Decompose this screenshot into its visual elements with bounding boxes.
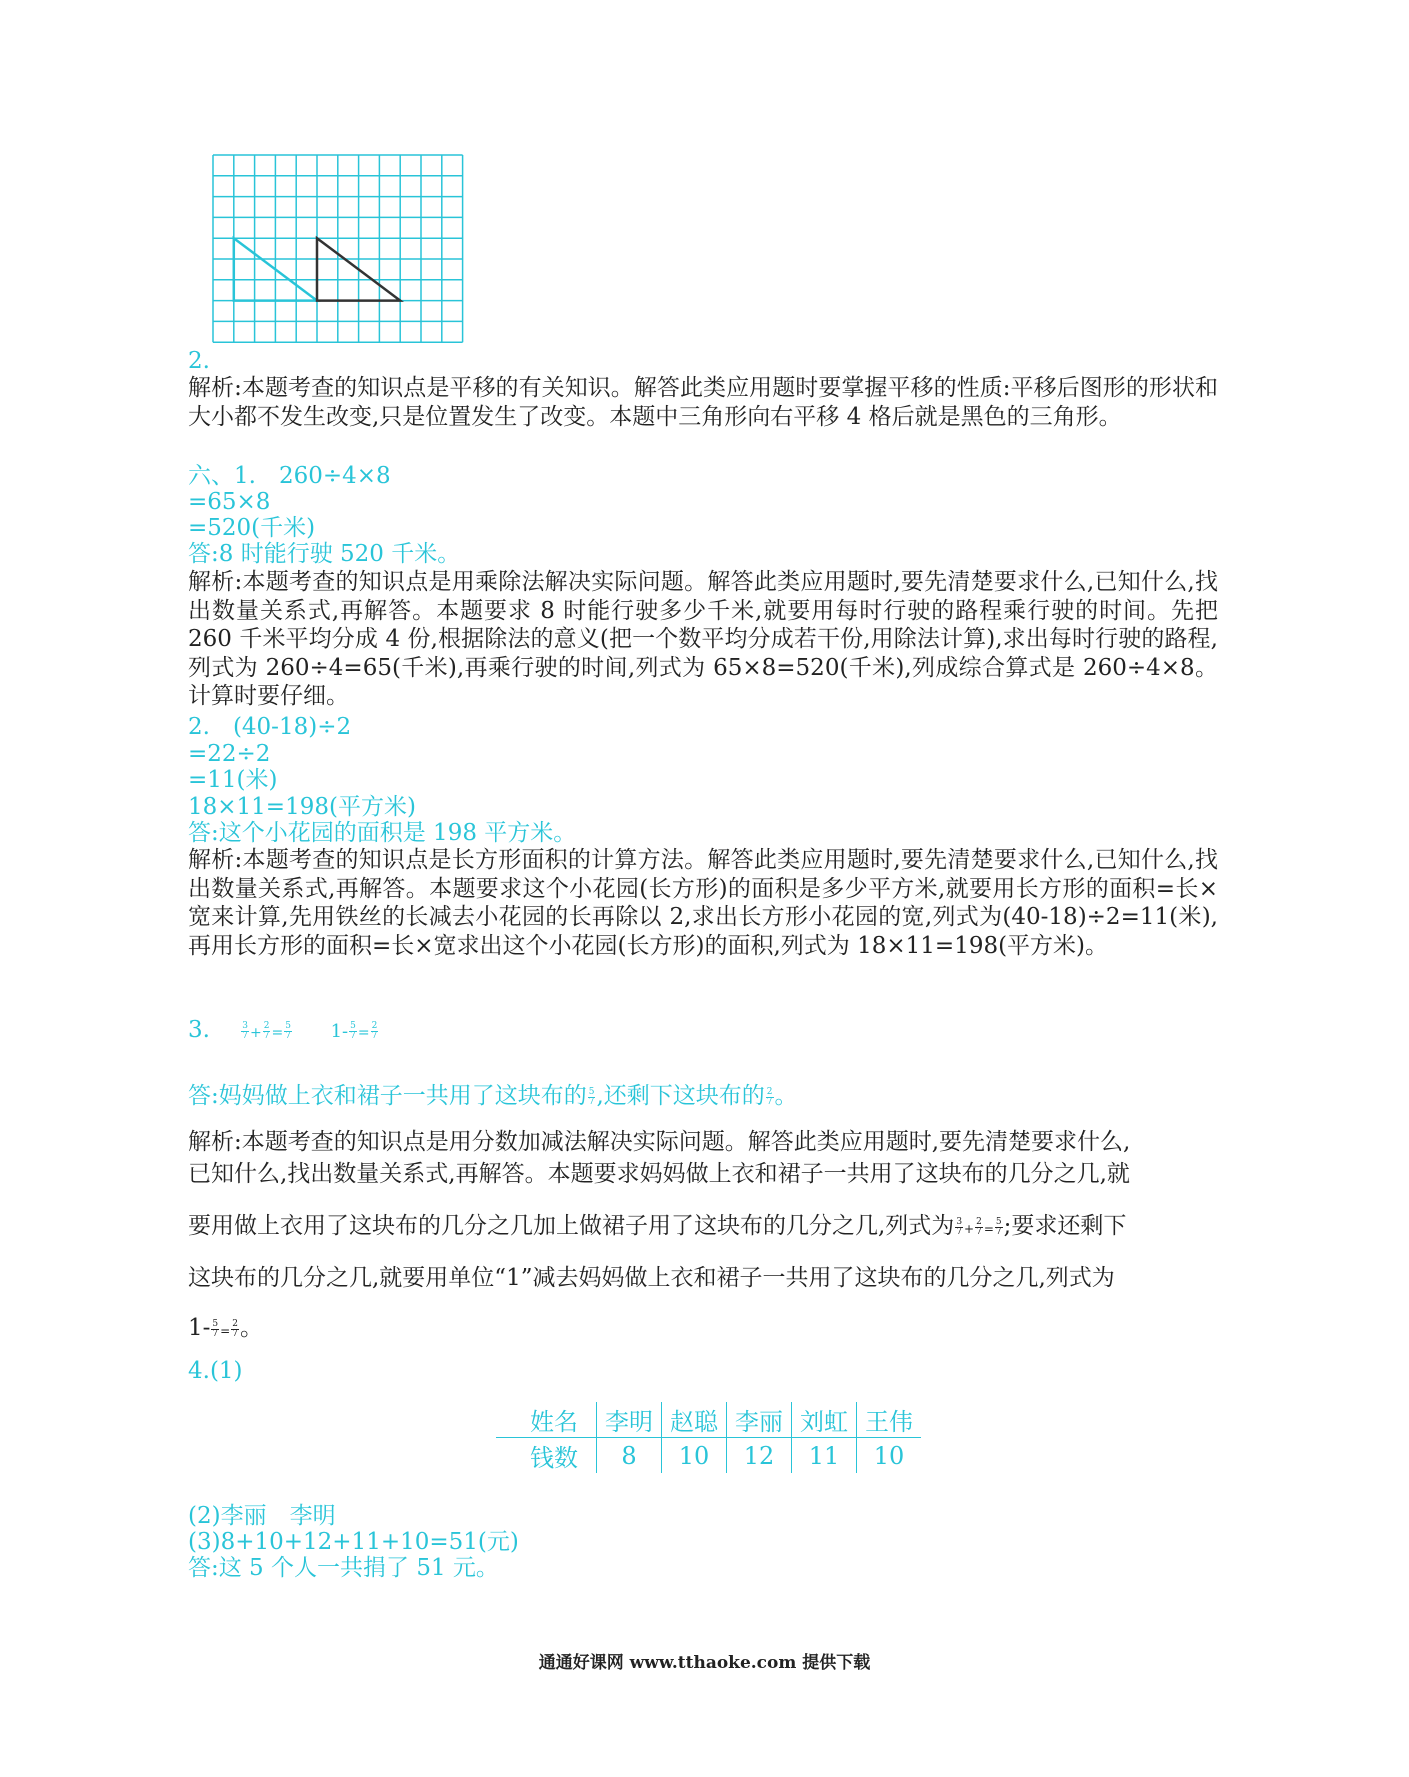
fraction: $\frac{2}{7}$ <box>371 1020 378 1041</box>
donation-table <box>496 1402 921 1473</box>
table-cell: 8 <box>597 1438 662 1474</box>
table-cell: 10 <box>857 1438 922 1474</box>
q6-1-analysis: 解析:本题考查的知识点是用乘除法解决实际问题。解答此类应用题时,要先清楚要求什么,已知什么,找出数量关系式,再解答。本题要求 8 时能行驶多少千米,就要用每时行驶的路程乘行驶的时间。先把 260 千米平均分成 4 份,根据除法的意义(把一个数平均分成若干份,用除法计算),求出每时行驶的路程,列式为 260÷4=65(千米),再乘行驶的时间,列式为 65×8=520(千米),列成综合算式是 260÷4×8。计算时要仔细。 <box>188 569 1218 709</box>
table-cell: 11 <box>792 1438 857 1474</box>
q6-1-line2: =65×8 <box>188 489 271 515</box>
table-cell: 钱数 <box>530 1444 578 1472</box>
q6-3-analysis-line2: 已知什么,找出数量关系式,再解答。本题要求妈妈做上衣和裙子一共用了这块布的几分之几,就 <box>188 1161 1130 1187</box>
fraction: $\frac{3}{7}$ <box>242 1020 248 1041</box>
page-footer: 通通好课网 www.tthaoke.com 提供下载 <box>538 1653 871 1673</box>
table-cell: 姓名 <box>496 1402 597 1438</box>
q6-4-part3: (3)8+10+12+11+10=51(元) <box>188 1529 519 1555</box>
table-cell: 12 <box>727 1438 792 1474</box>
q5-2-analysis: 解析:本题考查的知识点是平移的有关知识。解答此类应用题时要掌握平移的性质:平移后图形的形状和大小都不发生改变,只是位置发生了改变。本题中三角形向右平移 4 格后就是黑色的三角形。 <box>188 375 1218 430</box>
q6-4-part2: (2)李丽 李明 <box>188 1503 336 1529</box>
q6-3-analysis-line1: 解析:本题考查的知识点是用分数加减法解决实际问题。解答此类应用题时,要先清楚要求什么, <box>188 1129 1131 1155</box>
q6-1-line1: 六、1. 260÷4×8 <box>188 463 391 489</box>
q6-3-analysis-line4: 这块布的几分之几,就要用单位“1”减去妈妈做上衣和裙子一共用了这块布的几分之几,列式为 <box>188 1265 1115 1291</box>
fraction: $\frac{5}{7}$ <box>285 1020 291 1041</box>
q6-2-line2: =22÷2 <box>188 741 271 767</box>
table-cell: 李明 <box>597 1402 662 1438</box>
q6-4-label: 4.(1) <box>188 1358 243 1384</box>
q6-4-answer: 答:这 5 个人一共捐了 51 元。 <box>188 1555 499 1581</box>
table-cell: 10 <box>662 1438 727 1474</box>
q6-3-formula: 3. $\frac{3}{7}$ + $\frac{2}{7}$ = $\frac{5}{7}$ 1- $\frac{5}{7}$ = $\frac{2}{7}$ <box>188 1017 378 1043</box>
q6-1-line3: =520(千米) <box>188 515 316 541</box>
q6-3-answer: 答:妈妈做上衣和裙子一共用了这块布的 $\frac{5}{7}$ ,还剩下这块布的 $\frac{2}{7}$ 。 <box>188 1083 798 1109</box>
table-cell: 刘虹 <box>792 1402 857 1438</box>
q5-2-label: 2. <box>188 348 210 374</box>
table-cell: 赵聪 <box>662 1402 727 1438</box>
q6-1-answer: 答:8 时能行驶 520 千米。 <box>188 541 461 567</box>
table-header-row <box>496 1402 921 1438</box>
table-row <box>496 1438 921 1474</box>
q6-3-label: 3. <box>188 1017 210 1043</box>
q6-2-line3: =11(米) <box>188 767 278 793</box>
q6-3-analysis-line3: 要用做上衣用了这块布的几分之几加上做裙子用了这块布的几分之几,列式为 $\frac{3}{7}$ + $\frac{2}{7}$ = $\frac{5}{7}$ ;要求还剩下 <box>188 1213 1127 1239</box>
q6-2-analysis: 解析:本题考查的知识点是长方形面积的计算方法。解答此类应用题时,要先清楚要求什么,已知什么,找出数量关系式,再解答。本题要求这个小花园(长方形)的面积是多少平方米,就要用长方形的面积=长×宽来计算,先用铁丝的长减去小花园的长再除以 2,求出长方形小花园的宽,列式为(40-18)÷2=11(米),再用长方形的面积=长×宽求出这个小花园(长方形)的面积,列式为 18×11=198(平方米)。 <box>188 847 1218 959</box>
q6-2-line4: 18×11=198(平方米) <box>188 794 416 820</box>
q6-2-line1: 2. (40-18)÷2 <box>188 714 352 740</box>
fraction: $\frac{2}{7}$ <box>263 1020 270 1041</box>
q6-3-analysis-line5: 1- $\frac{5}{7}$ = $\frac{2}{7}$ 。 <box>188 1315 263 1341</box>
table-cell: 王伟 <box>857 1402 922 1438</box>
fraction: $\frac{5}{7}$ <box>350 1020 356 1041</box>
translation-grid-figure <box>212 154 464 344</box>
q6-2-answer: 答:这个小花园的面积是 198 平方米。 <box>188 820 577 846</box>
table-cell: 李丽 <box>727 1402 792 1438</box>
